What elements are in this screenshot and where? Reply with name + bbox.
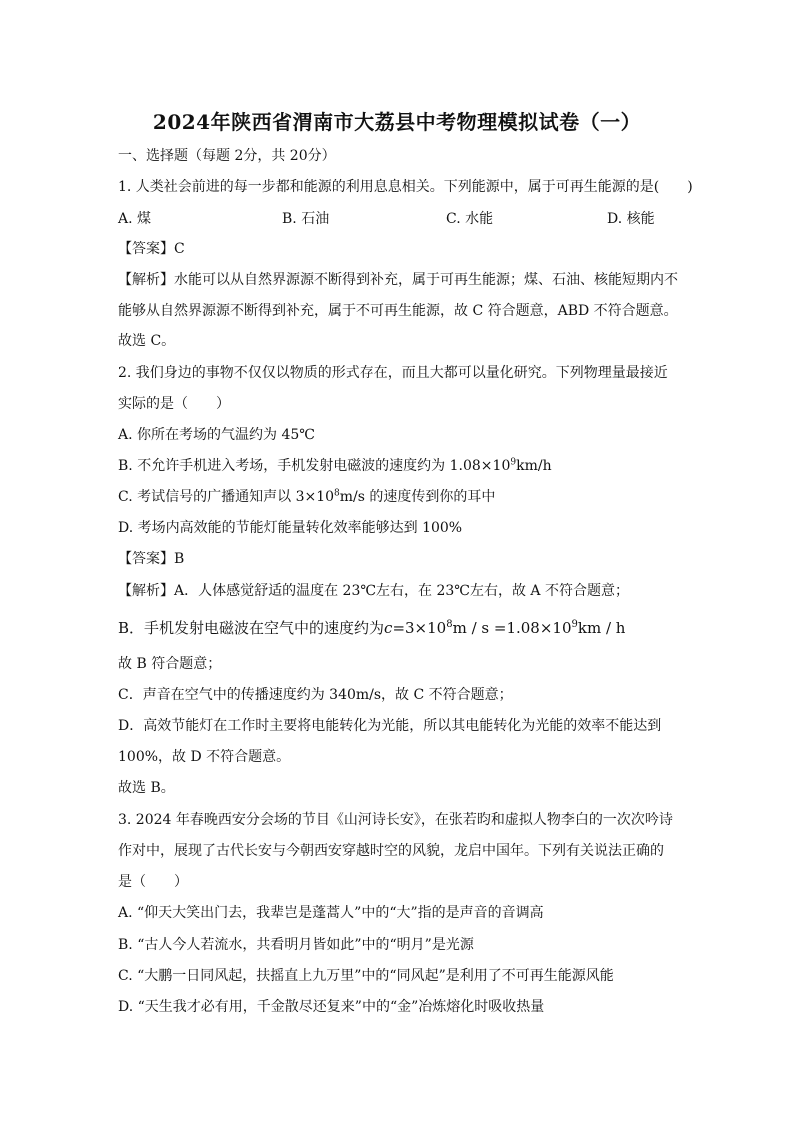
formula-exponent-2: 9 <box>571 619 578 630</box>
q2-option-b-text: B. 不允许手机进入考场，手机发射电磁波的速度约为 1.08×10 <box>118 458 511 474</box>
formula-exponent-1: 8 <box>446 619 453 630</box>
q1-options <box>118 208 678 226</box>
q2-option-c-rest: m/s 的速度传到你的耳中 <box>339 489 496 505</box>
q1-analysis-line1: 【解析】水能可以从自然界源源不断得到补充，属于可再生能源；煤、石油、核能短期内不 <box>118 272 678 288</box>
q2-analysis-b-text: B．手机发射电磁波在空气中的速度约为 <box>118 619 385 637</box>
q2-analysis-c: C．声音在空气中的传播速度约为 340m/s，故 C 不符合题意； <box>118 687 513 703</box>
q3-stem-line2: 作对中，展现了古代长安与今朝西安穿越时空的风貌，龙启中国年。下列有关说法正确的 <box>118 843 664 859</box>
q3-stem-line1: 3. 2024 年春晚西安分会场的节目《山河诗长安》，在张若昀和虚拟人物李白的一次次吟诗 <box>118 812 673 828</box>
q2-stem-line2: 实际的是（ ） <box>118 396 230 412</box>
q3-option-a: A. “仰天大笑出门去，我辈岂是蓬蒿人”中的“大”指的是声音的音调高 <box>118 905 544 921</box>
q3-stem-line3: 是（ ） <box>118 874 188 890</box>
q2-analysis-d-line1: D．高效节能灯在工作时主要将电能转化为光能，所以其电能转化为光能的效率不能达到 <box>118 718 662 734</box>
q2-analysis-b-formula <box>118 619 625 637</box>
q1-analysis-line2: 能够从自然界源源不断得到补充，属于不可再生能源，故 C 符合题意，ABD 不符合题意。 <box>118 303 678 319</box>
q1-option-d: D. 核能 <box>607 211 655 227</box>
q1-option-c: C. 水能 <box>446 211 494 227</box>
page-title: 2024年陕西省渭南市大荔县中考物理模拟试卷（一） <box>152 110 642 134</box>
formula-part1: =3×10 <box>392 619 447 637</box>
q2-option-b-unit: km/h <box>516 458 552 474</box>
section-heading: 一、选择题（每题 2分，共 20分） <box>118 148 336 164</box>
q1-stem: 1. 人类社会前进的每一步都和能源的利用息息相关。下列能源中，属于可再生能源的是( ) <box>118 179 693 195</box>
q1-conclusion: 故选 C。 <box>118 333 176 349</box>
q2-option-c-text: C. 考试信号的广播通知声以 3×10 <box>118 489 335 505</box>
q3-option-c: C. “大鹏一日同风起，扶摇直上九万里”中的“同风起”是利用了不可再生能源风能 <box>118 968 614 984</box>
formula-unit: km / h <box>577 619 626 637</box>
q2-analysis-a: 【解析】A．人体感觉舒适的温度在 23℃左右，在 23℃左右，故 A 不符合题意； <box>118 583 629 599</box>
q2-option-c <box>118 488 495 506</box>
q1-option-b: B. 石油 <box>282 211 330 227</box>
q2-answer: 【答案】B <box>118 551 185 567</box>
formula-part2: m / s =1.08×10 <box>452 619 572 637</box>
q2-conclusion: 故选 B。 <box>118 780 175 796</box>
q1-answer: 【答案】C <box>118 241 185 257</box>
q2-stem-line1: 2. 我们身边的事物不仅仅以物质的形式存在，而且大都可以量化研究。下列物理量最接近 <box>118 365 668 381</box>
formula-variable-c: c <box>384 619 393 637</box>
q2-option-c-exponent: 8 <box>334 488 340 499</box>
q3-option-d: D. “天生我才必有用，千金散尽还复来”中的“金”冶炼熔化时吸收热量 <box>118 999 545 1015</box>
q2-option-b <box>118 457 552 475</box>
q2-analysis-b-conclusion: 故 B 符合题意； <box>118 656 222 672</box>
q1-option-a: A. 煤 <box>118 211 152 227</box>
q2-analysis-d-line2: 100%，故 D 不符合题意。 <box>118 749 291 765</box>
q2-option-a: A. 你所在考场的气温约为 45℃ <box>118 427 315 443</box>
q2-option-b-exponent: 9 <box>510 457 517 468</box>
q2-option-d: D. 考场内高效能的节能灯能量转化效率能够达到 100% <box>118 520 463 536</box>
q3-option-b: B. “古人今人若流水，共看明月皆如此”中的“明月”是光源 <box>118 937 474 953</box>
